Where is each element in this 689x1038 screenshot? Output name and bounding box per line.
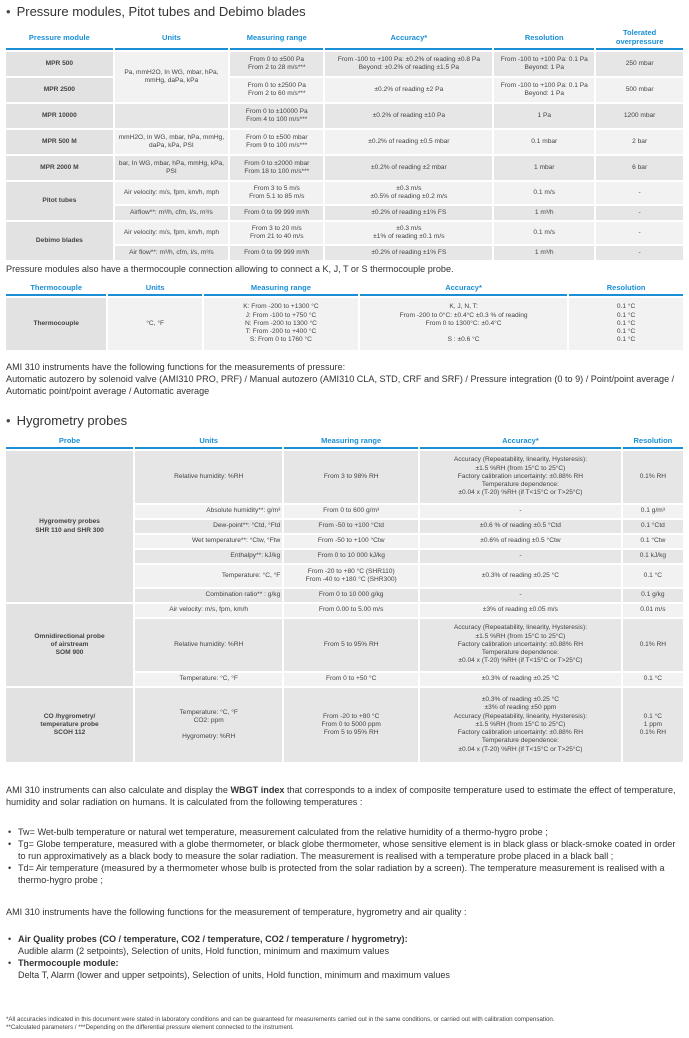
footnotes [6, 1016, 686, 1032]
footnote: **Calculated parameters / ***Depending on the differential pressure element connected to the instrument. [6, 1024, 294, 1032]
table-row: Dew-point**: °Ctd, °Ftd From -50 to +100 °Ctd ±0.6 % of reading ±0.5 °Ctd 0.1 °Ctd [6, 520, 683, 533]
bullet-icon: • [6, 413, 11, 428]
table-row: Omnidirectional probe of airstream SOM 900 Air velocity: m/s, fpm, km/h From 0.00 to 5.00 m/s ±3% of reading ±0.05 m/s 0.01 m/s [6, 604, 683, 617]
thermo-intro: Pressure modules also have a thermocouple connection allowing to connect a K, J, T or S thermocouple probe. [6, 264, 454, 274]
col-header: Units [115, 26, 228, 50]
function-list [6, 933, 684, 981]
table-row: Absolute humidity**: g/m³ From 0 to 600 g/m³ - 0.1 g/m³ [6, 505, 683, 518]
col-header: Accuracy* [325, 26, 492, 50]
table-row: MPR 500 M mmH2O, In WG, mbar, hPa, mmHg, daPa, kPa, PSI From 0 to ±500 mbar From 9 to 100 m/s*** ±0.2% of reading ±0.5 mbar 0.1 mbar 2 bar [6, 130, 683, 154]
col-header: Measuring range [284, 434, 418, 449]
col-header: Resolution [494, 26, 594, 50]
table-row: Pitot tubes Air velocity: m/s, fpm, km/h, mph From 3 to 5 m/s From 5.1 to 85 m/s ±0.3 m/s ±0.5% of reading ±0.2 m/s 0.1 m/s - [6, 182, 683, 204]
col-header: Accuracy* [360, 281, 567, 296]
table-row: Temperature: °C, °F From -20 to +80 °C (SHR110) From -40 to +180 °C (SHR300) ±0.3% of reading ±0.25 °C 0.1 °C [6, 565, 683, 587]
footnote: *All accuracies indicated in this document were stated in laboratory conditions and can be guaranteed for measurements carried out in the same conditions, or carried out with calibration compensation. [6, 1016, 555, 1023]
pressure-section-title: • Pressure modules, Pitot tubes and Debimo blades [6, 4, 306, 19]
table-row: MPR 2000 M bar, In WG, mbar, hPa, mmHg, kPa, PSI From 0 to ±2000 mbar From 18 to 100 m/s*** ±0.2% of reading ±2 mbar 1 mbar 6 bar [6, 156, 683, 180]
ami-pressure-functions: AMI 310 instruments have the following functions for the measurements of pressure: Automatic autozero by solenoid valve (AMI310 PRO, PRF) / Manual autozero (AMI310 CLA, STD, CRF and SRF) / Pressure integration (0 to 9) / Point/point average / Automatic point/point average / Automatic average [6, 362, 675, 396]
col-header: Thermocouple [6, 281, 106, 296]
wbgt-list [6, 826, 684, 886]
table-row: Wet temperature**: °Ctw, °Ftw From -50 to +100 °Ctw ±0.6% of reading ±0.5 °Ctw 0.1 °Ctw [6, 535, 683, 548]
table-row: MPR 500 Pa, mmH2O, In WG, mbar, hPa, mmHg, daPa, kPa From 0 to ±500 Pa From 2 to 28 m/s*** From -100 to +100 Pa: ±0.2% of reading ±0.8 Pa Beyond: ±0.2% of reading ±1.5 Pa From -100 to +100 Pa: 0.1 Pa Beyond: 1 Pa 250 mbar [6, 52, 683, 76]
table-row: Temperature: °C, °F From 0 to +50 °C ±0.3% of reading ±0.25 °C 0.1 °C [6, 673, 683, 686]
table-row: Relative humidity: %RH From 5 to 95% RH Accuracy (Repeatability, linearity, Hysteresis): ±1.5 %RH (from 15°C to 25°C) Factory calibration uncertainty: ±0.88% RH Temperature dependence: ±0.04 x (T-20) %RH (if T<15°C or T>25°C) 0.1% RH [6, 619, 683, 671]
table-row: MPR 10000 From 0 to ±10000 Pa From 4 to 100 m/s*** ±0.2% of reading ±10 Pa 1 Pa 1200 mbar [6, 104, 683, 128]
ami-temp-functions: AMI 310 instruments have the following functions for the measurement of temperature, hygrometry and air quality : [6, 907, 467, 917]
list-item: • Air Quality probes (CO / temperature, CO2 / temperature, CO2 / temperature / hygrometry): Audible alarm (2 setpoints), Selection of units, Hold function, minimum and maximum values [18, 933, 684, 957]
hygrometry-table [4, 432, 685, 764]
col-header: Accuracy* [420, 434, 621, 449]
table-row: Thermocouple °C, °F K: From -200 to +1300 °C J: From -100 to +750 °C N: From -200 to 1300 °C T: From -200 to +400 °C S: From 0 to 1760 °C K, J, N, T: From -200 to 0°C: ±0.4°C ±0.3 % of reading From 0 to 1300°C: ±0.4°C S : ±0.6 °C 0.1 °C 0.1 °C 0.1 °C 0.1 °C 0.1 °C [6, 298, 683, 350]
thermocouple-table [4, 279, 685, 352]
list-item: • Td= Air temperature (measured by a thermometer whose bulb is protected from the solar radiation by a screen). The temperature measurement is realised with a thermo-hygro probe ; [18, 862, 684, 886]
table-row: Hygrometry probes SHR 110 and SHR 300 Relative humidity: %RH From 3 to 98% RH Accuracy (Repeatability, linearity, Hysteresis): ±1.5 %RH (from 15°C to 25°C) Factory calibration uncertainty: ±0.88% RH Temperature dependence: ±0.04 x (T-20) %RH (if T<15°C or T>25°C) 0.1% RH [6, 451, 683, 503]
table-row: Debimo blades Air velocity: m/s, fpm, km/h, mph From 3 to 20 m/s From 21 to 40 m/s ±0.3 m/s ±1% of reading ±0.1 m/s 0.1 m/s - [6, 222, 683, 244]
table-row: Enthalpy**: kJ/kg From 0 to 10 000 kJ/kg - 0.1 kJ/kg [6, 550, 683, 563]
wbgt-paragraph: AMI 310 instruments can also calculate and display the WBGT index that corresponds to a index of composite temperature used to estimate the effect of temperature, humidity and solar radiation on humans. It is calculated from the following temperatures : [6, 785, 676, 807]
col-header: Pressure module [6, 26, 113, 50]
list-item: • Thermocouple module: Delta T, Alarm (lower and upper setpoints), Selection of units, Hold function, minimum and maximum values [18, 957, 684, 981]
wbgt-bold: WBGT index [230, 785, 285, 795]
col-header: Measuring range [204, 281, 358, 296]
table-row: CO /hygrometry/ temperature probe SCOH 112 Temperature: °C, °F CO2: ppm Hygrometry: %RH From -20 to +80 °C From 0 to 5000 ppm From 5 to 95% RH ±0.3% of reading ±0.25 °C ±3% of reading ±50 ppm Accuracy (Repeatability, linearity, Hysteresis): ±1.5 %RH (from 15°C to 25°C) Factory calibration uncertainty: ±0.88% RH Temperature dependence: ±0.04 x (T-20) %RH (if T<15°C or T>25°C) 0.1 °C 1 ppm 0.1% RH [6, 688, 683, 762]
units-cell: Pa, mmH2O, In WG, mbar, hPa, mmHg, daPa, kPa [115, 52, 228, 102]
col-header: Tolerated overpressure [596, 26, 683, 50]
col-header: Units [135, 434, 282, 449]
col-header: Measuring range [230, 26, 323, 50]
list-item: • Tg= Globe temperature, measured with a globe thermometer, or black globe thermometer, whose sensitive element is in black glass or black-smoke coated in order to run approximatively as a black body to measure the solar radiation. The measurement is realised with a temperature probe placed in a black ball ; [18, 838, 684, 862]
table-row: Air flow**: m³/h, cfm, l/s, m³/s From 0 to 99 999 m³/h ±0.2% of reading ±1% FS 1 m³/h - [6, 246, 683, 260]
col-header: Resolution [569, 281, 683, 296]
list-item: • Tw= Wet-bulb temperature or natural wet temperature, measurement calculated from the relative humidity of a thermo-hygro probe ; [18, 826, 684, 838]
col-header: Units [108, 281, 202, 296]
hygrometry-section-title: • Hygrometry probes [6, 413, 128, 428]
col-header: Resolution [623, 434, 683, 449]
table-row: MPR 2500 From 0 to ±2500 Pa From 2 to 60 m/s*** ±0.2% of reading ±2 Pa From -100 to +100 Pa: 0.1 Pa Beyond: 1 Pa 500 mbar [6, 78, 683, 102]
pressure-table [4, 24, 685, 262]
bullet-icon: • [6, 4, 11, 19]
col-header: Probe [6, 434, 133, 449]
table-row: Combination ratio** : g/kg From 0 to 10 000 g/kg - 0.1 g/kg [6, 589, 683, 602]
table-row: Airflow**: m³/h, cfm, l/s, m³/s From 0 to 99 999 m³/h ±0.2% of reading ±1% FS 1 m³/h - [6, 206, 683, 220]
